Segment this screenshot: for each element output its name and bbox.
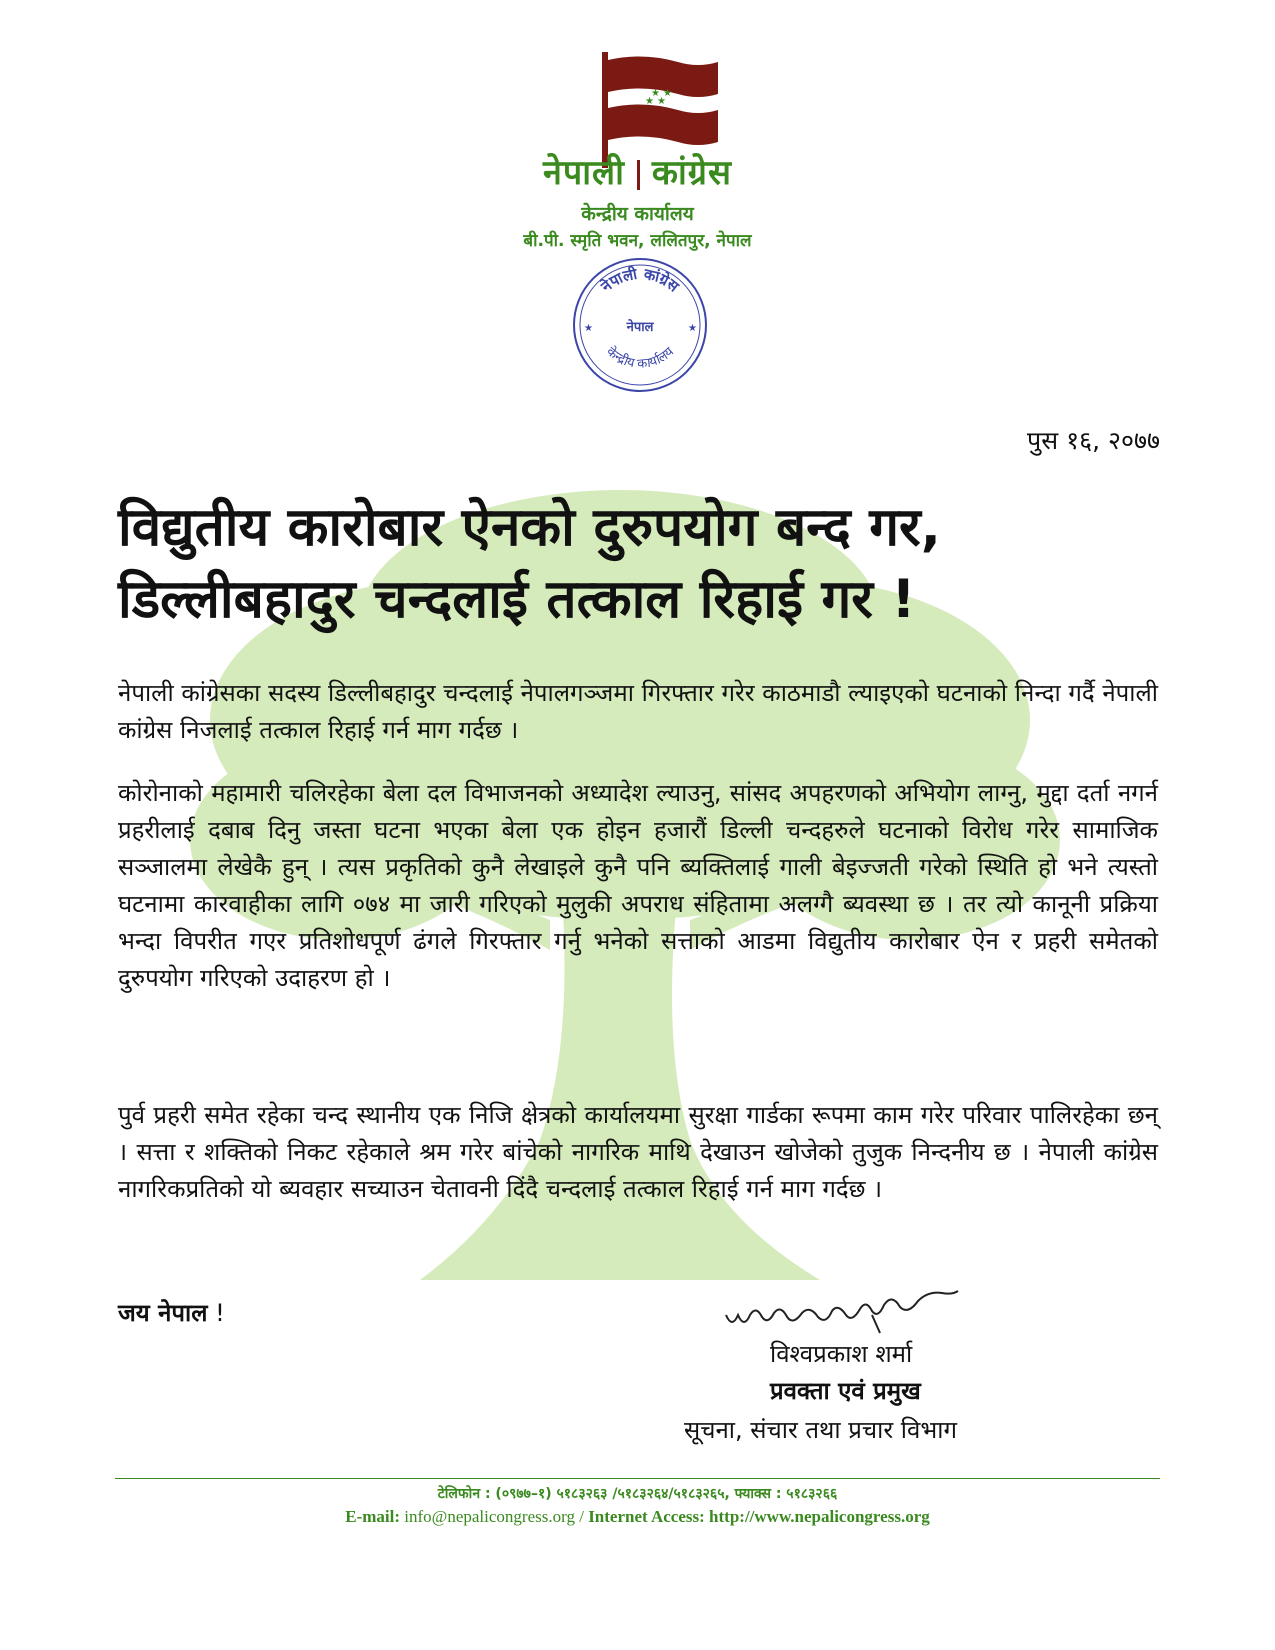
seal-text-bottom: केन्द्रीय कार्यालय — [603, 344, 677, 372]
closing-salutation — [118, 1296, 225, 1329]
signer-title: प्रवक्ता एवं प्रमुख — [770, 1377, 921, 1405]
email-link[interactable]: info@nepalicongress.org — [404, 1507, 575, 1526]
party-name-right: कांग्रेस — [651, 153, 732, 193]
svg-text:★: ★ — [663, 88, 672, 99]
footer-phone-fax: टेलिफोन : (०९७७–१) ५१८३२६३ /५१८३२६४/५१८३२६५, फ्याक्स : ५१८३२६६ — [437, 1486, 838, 1502]
official-seal-stamp — [570, 255, 710, 395]
svg-text:★: ★ — [688, 323, 697, 334]
name-separator — [637, 160, 640, 190]
svg-text:★: ★ — [651, 88, 660, 99]
footer-divider — [115, 1478, 1160, 1479]
seal-text-center: नेपाल — [626, 320, 654, 335]
svg-text:★: ★ — [584, 323, 593, 334]
headline-line-2: डिल्लीबहादुर चन्दलाई तत्काल रिहाई गर ! — [118, 569, 916, 630]
footer-contact — [0, 1507, 1275, 1527]
svg-text:नेपाली कांग्रेस — [597, 265, 683, 297]
signer-name: विश्वप्रकाश शर्मा — [770, 1340, 913, 1368]
office-name: केन्द्रीय कार्यालय — [581, 203, 694, 225]
headline-line-1: विद्युतीय कारोबार ऐनको दुरुपयोग बन्द गर, — [118, 497, 941, 558]
body-paragraph-1: नेपाली कांग्रेसका सदस्य डिल्लीबहादुर चन्दलाई नेपालगञ्जमा गिरफ्तार गरेर काठमाडौ ल्याइएको घटनाको निन्दा गर्दै नेपाली कांग्रेस निजलाई तत्काल रिहाई गर्न माग गर्दछ । — [118, 679, 1158, 744]
press-release-headline — [118, 492, 1158, 636]
party-name — [0, 148, 1275, 194]
svg-text:★: ★ — [645, 96, 654, 107]
handwritten-signature — [722, 1285, 962, 1345]
internet-label: Internet Access: — [588, 1507, 705, 1526]
website-link[interactable]: http://www.nepalicongress.org — [709, 1507, 930, 1526]
svg-text:केन्द्रीय कार्यालय — [603, 344, 677, 372]
footer-separator: / — [574, 1507, 589, 1526]
party-name-left: नेपाली — [543, 153, 625, 193]
body-paragraph-3: पुर्व प्रहरी समेत रहेका चन्द स्थानीय एक निजि क्षेत्रको कार्यालयमा सुरक्षा गार्डका रूपमा काम गरेर परिवार पालिरहेका छन् । सत्ता र शक्तिको निकट रहेकाले श्रम गरेर बांचेको नागरिक माथि देखाउन खोजेको तुजुक निन्दनीय छ । नेपाली कांग्रेस नागरिकप्रतिको यो ब्यवहार सच्याउन चेतावनी दिंदै चन्दलाई तत्काल रिहाई गर्न माग गर्दछ । — [118, 1101, 1158, 1203]
email-label: E-mail: — [345, 1507, 401, 1526]
signer-department: सूचना, संचार तथा प्रचार विभाग — [684, 1416, 957, 1444]
office-address: बी.पी. स्मृति भवन, ललितपुर, नेपाल — [523, 231, 752, 251]
body-paragraph-2: कोरोनाको महामारी चलिरहेका बेला दल विभाजनको अध्यादेश ल्याउनु, सांसद अपहरणको अभियोग लाग्नु, मुद्दा दर्ता नगर्न प्रहरीलाई दबाब दिनु जस्ता घटना भएका बेला एक होइन हजारौं डिल्ली चन्दहरुले घटनाको विरोध गरेर सामाजिक सञ्जालमा लेखेकै हुन् । त्यस प्रकृतिको कुनै लेखाइले कुनै पनि ब्यक्तिलाई गाली बेइज्जती गरेको स्थिति हो भने त्यस्तो घटनामा कारवाहीका लागि ०७४ मा जारी गरिएको मुलुकी अपराध संहितामा अलग्गै ब्यवस्था छ । तर त्यो कानूनी प्रक्रिया भन्दा विपरीत गएर प्रतिशोधपूर्ण ढंगले गिरफ्तार गर्नु भनेको सत्ताको आडमा विद्युतीय कारोबार ऐन र प्रहरी समेतको दुरुपयोग गरिएको उदाहरण हो । — [118, 779, 1158, 992]
svg-text:★: ★ — [657, 96, 666, 107]
salutation-mark: ! — [207, 1299, 225, 1327]
salutation-text: जय नेपाल — [118, 1299, 208, 1327]
letter-date: पुस १६, २०७७ — [1027, 426, 1160, 455]
seal-text-top: नेपाली कांग्रेस — [597, 264, 683, 296]
